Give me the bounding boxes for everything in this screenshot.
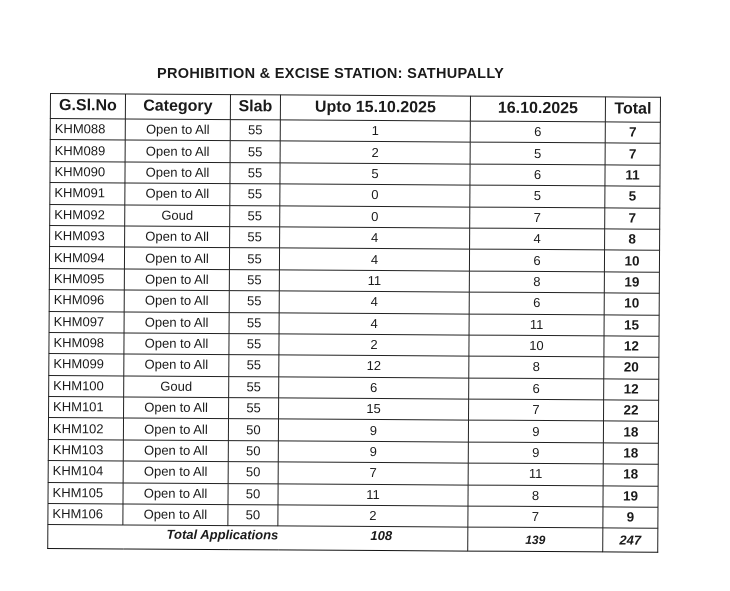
cell-slab: 55	[230, 227, 280, 249]
cell-total: 22	[604, 400, 659, 422]
header-gslno: G.Sl.No	[50, 94, 125, 119]
cell-day: 11	[468, 463, 603, 485]
cell-category: Open to All	[124, 397, 229, 419]
cell-gslno: KHM105	[48, 482, 123, 504]
cell-upto: 5	[280, 163, 470, 186]
cell-upto: 0	[280, 184, 470, 207]
cell-gslno: KHM090	[50, 161, 125, 183]
cell-slab: 55	[229, 291, 279, 313]
cell-slab: 55	[230, 205, 280, 227]
cell-upto: 4	[280, 227, 470, 250]
cell-gslno: KHM101	[49, 397, 124, 419]
cell-day: 5	[470, 142, 605, 164]
header-day: 16.10.2025	[470, 96, 605, 122]
applications-table-container	[47, 93, 660, 561]
cell-day: 6	[470, 164, 605, 186]
cell-total: 11	[605, 165, 660, 187]
cell-upto: 9	[278, 419, 468, 442]
cell-total: 10	[604, 250, 659, 272]
cell-day: 8	[469, 356, 604, 378]
cell-category: Open to All	[124, 311, 229, 333]
cell-total: 10	[604, 293, 659, 315]
cell-slab: 55	[229, 398, 279, 420]
cell-gslno: KHM089	[50, 140, 125, 162]
cell-upto: 11	[278, 484, 468, 507]
cell-total: 7	[605, 122, 660, 144]
cell-total: 20	[604, 357, 659, 379]
cell-gslno: KHM100	[49, 375, 124, 397]
cell-category: Open to All	[124, 290, 229, 312]
cell-slab: 55	[229, 376, 279, 398]
cell-upto: 4	[279, 291, 469, 314]
cell-category: Open to All	[125, 183, 230, 205]
cell-gslno: KHM092	[50, 204, 125, 226]
cell-upto: 7	[278, 462, 468, 485]
cell-gslno: KHM094	[49, 247, 124, 269]
cell-total: 7	[605, 143, 660, 165]
cell-upto: 0	[280, 205, 470, 228]
cell-upto: 15	[279, 398, 469, 421]
document-title: PROHIBITION & EXCISE STATION: SATHUPALLY	[157, 66, 505, 82]
cell-slab: 55	[230, 184, 280, 206]
cell-day: 10	[469, 335, 604, 357]
cell-category: Open to All	[124, 269, 229, 291]
cell-gslno: KHM091	[50, 183, 125, 205]
cell-slab: 50	[228, 505, 278, 527]
cell-gslno: KHM095	[49, 268, 124, 290]
cell-category: Open to All	[123, 418, 228, 440]
cell-slab: 50	[228, 440, 278, 462]
header-slab: Slab	[230, 95, 280, 120]
cell-upto: 12	[279, 355, 469, 378]
cell-slab: 55	[230, 120, 280, 142]
cell-category: Open to All	[123, 440, 228, 462]
cell-slab: 50	[228, 483, 278, 505]
header-total: Total	[605, 97, 660, 122]
cell-total: 18	[603, 421, 658, 443]
cell-slab: 55	[229, 269, 279, 291]
cell-slab: 55	[229, 334, 279, 356]
cell-total: 8	[605, 229, 660, 251]
cell-upto: 2	[280, 141, 470, 164]
cell-upto: 4	[279, 312, 469, 335]
cell-slab: 50	[228, 462, 278, 484]
cell-category: Open to All	[124, 333, 229, 355]
cell-gslno: KHM096	[49, 290, 124, 312]
applications-table	[47, 93, 661, 553]
cell-category: Open to All	[125, 226, 230, 248]
cell-upto: 2	[279, 334, 469, 357]
totals-label: Total Applications	[166, 527, 279, 543]
cell-day: 8	[469, 271, 604, 293]
totals-label-cell	[48, 525, 468, 552]
cell-day: 7	[470, 207, 605, 229]
cell-upto: 9	[278, 441, 468, 464]
cell-day: 6	[470, 121, 605, 143]
table-body	[48, 119, 660, 529]
cell-upto: 2	[278, 505, 468, 528]
cell-total: 12	[604, 336, 659, 358]
cell-day: 11	[469, 314, 604, 336]
cell-category: Open to All	[124, 354, 229, 376]
cell-day: 6	[469, 292, 604, 314]
cell-gslno: KHM102	[48, 418, 123, 440]
cell-day: 8	[468, 485, 603, 507]
totals-row	[48, 525, 658, 553]
totals-day: 139	[468, 527, 603, 552]
cell-slab: 55	[230, 141, 280, 163]
cell-total: 7	[605, 207, 660, 229]
cell-total: 12	[604, 379, 659, 401]
cell-category: Goud	[124, 376, 229, 398]
cell-total: 18	[603, 443, 658, 465]
cell-category: Open to All	[125, 140, 230, 162]
cell-gslno: KHM103	[48, 439, 123, 461]
cell-slab: 55	[229, 248, 279, 270]
cell-day: 6	[469, 378, 604, 400]
cell-gslno: KHM093	[50, 225, 125, 247]
cell-gslno: KHM088	[50, 119, 125, 141]
cell-category: Open to All	[125, 119, 230, 141]
cell-gslno: KHM097	[49, 311, 124, 333]
cell-gslno: KHM099	[49, 354, 124, 376]
cell-category: Goud	[125, 205, 230, 227]
cell-gslno: KHM104	[48, 461, 123, 483]
cell-gslno: KHM106	[48, 504, 123, 526]
cell-total: 19	[604, 272, 659, 294]
header-upto: Upto 15.10.2025	[280, 95, 470, 121]
cell-upto: 6	[279, 377, 469, 400]
cell-category: Open to All	[125, 162, 230, 184]
cell-total: 5	[605, 186, 660, 208]
cell-total: 15	[604, 314, 659, 336]
header-category: Category	[125, 94, 230, 120]
cell-total: 19	[603, 486, 658, 508]
cell-day: 4	[470, 228, 605, 250]
cell-upto: 11	[279, 270, 469, 293]
cell-slab: 55	[230, 162, 280, 184]
cell-category: Open to All	[124, 247, 229, 269]
cell-day: 9	[468, 421, 603, 443]
cell-upto: 1	[280, 120, 470, 143]
cell-slab: 55	[229, 355, 279, 377]
cell-day: 7	[468, 506, 603, 528]
cell-category: Open to All	[123, 504, 228, 526]
cell-day: 6	[469, 249, 604, 271]
cell-gslno: KHM098	[49, 332, 124, 354]
cell-day: 5	[470, 185, 605, 207]
cell-upto: 4	[279, 248, 469, 271]
totals-upto: 108	[370, 528, 393, 544]
cell-category: Open to All	[123, 461, 228, 483]
cell-day: 9	[468, 442, 603, 464]
cell-category: Open to All	[123, 483, 228, 505]
cell-slab: 55	[229, 312, 279, 334]
header-row	[50, 94, 660, 123]
cell-total: 9	[603, 507, 658, 529]
totals-grand: 247	[603, 528, 658, 552]
cell-slab: 50	[228, 419, 278, 441]
cell-day: 7	[469, 399, 604, 421]
cell-total: 18	[603, 464, 658, 486]
